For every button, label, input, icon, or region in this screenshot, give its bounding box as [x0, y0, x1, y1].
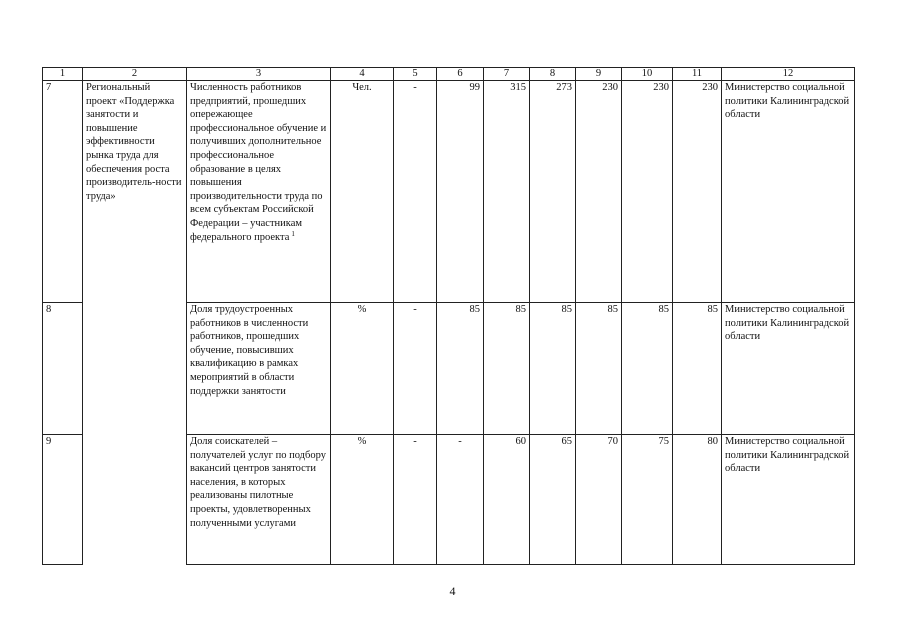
row-number: 9 — [43, 435, 83, 565]
responsible-cell: Министерство социальной политики Калининградской области — [722, 81, 855, 303]
project-name: Региональный проект «Поддержка занятости и повышение эффективности рынка труда для обеспечения роста производитель-ности труда» — [83, 81, 187, 565]
row-number: 7 — [43, 81, 83, 303]
value-cell: 75 — [622, 435, 673, 565]
header-cell: 10 — [622, 68, 673, 81]
header-cell: 4 — [331, 68, 394, 81]
row-number: 8 — [43, 303, 83, 435]
indicator-text: Численность работников предприятий, прошедших опережающее профессиональное обучение и получивших дополнительное профессиональное образование в целях повышения производительности труда по всем субъектам Российской Федерации – участникам федерального проекта — [190, 82, 327, 243]
header-cell: 3 — [187, 68, 331, 81]
value-cell: 85 — [484, 303, 530, 435]
responsible-cell: Министерство социальной политики Калининградской области — [722, 435, 855, 565]
value-cell: - — [394, 435, 437, 565]
header-cell: 1 — [43, 68, 83, 81]
value-cell: 230 — [576, 81, 622, 303]
indicator-name: Доля соискателей – получателей услуг по подбору вакансий центров занятости населения, в которых реализованы пилотные проекты, удовлетворенных полученными услугами — [187, 435, 331, 565]
indicator-name: Доля трудоустроенных работников в численности работников, прошедших обучение, повысивших квалификацию в рамках мероприятий в области поддержки занятости — [187, 303, 331, 435]
header-cell: 2 — [83, 68, 187, 81]
page-number: 4 — [449, 584, 456, 598]
value-cell: 60 — [484, 435, 530, 565]
value-cell: 85 — [622, 303, 673, 435]
unit-cell: Чел. — [331, 81, 394, 303]
table-row — [43, 81, 855, 303]
header-cell: 8 — [530, 68, 576, 81]
value-cell: 85 — [673, 303, 722, 435]
value-cell: 85 — [437, 303, 484, 435]
table-header-row — [43, 68, 855, 81]
value-cell: 65 — [530, 435, 576, 565]
header-cell: 7 — [484, 68, 530, 81]
value-cell: 315 — [484, 81, 530, 303]
unit-cell: % — [331, 303, 394, 435]
value-cell: 85 — [576, 303, 622, 435]
header-cell: 5 — [394, 68, 437, 81]
value-cell: - — [394, 303, 437, 435]
header-cell: 6 — [437, 68, 484, 81]
value-cell: 230 — [673, 81, 722, 303]
footnote-mark: 1 — [291, 229, 295, 238]
responsible-cell: Министерство социальной политики Калининградской области — [722, 303, 855, 435]
value-cell: 70 — [576, 435, 622, 565]
header-cell: 9 — [576, 68, 622, 81]
value-cell: 85 — [530, 303, 576, 435]
header-cell: 12 — [722, 68, 855, 81]
header-cell: 11 — [673, 68, 722, 81]
unit-cell: % — [331, 435, 394, 565]
value-cell: 99 — [437, 81, 484, 303]
value-cell: - — [394, 81, 437, 303]
value-cell: - — [437, 435, 484, 565]
indicator-name — [187, 81, 331, 303]
indicators-table — [42, 67, 855, 565]
value-cell: 80 — [673, 435, 722, 565]
value-cell: 273 — [530, 81, 576, 303]
value-cell: 230 — [622, 81, 673, 303]
